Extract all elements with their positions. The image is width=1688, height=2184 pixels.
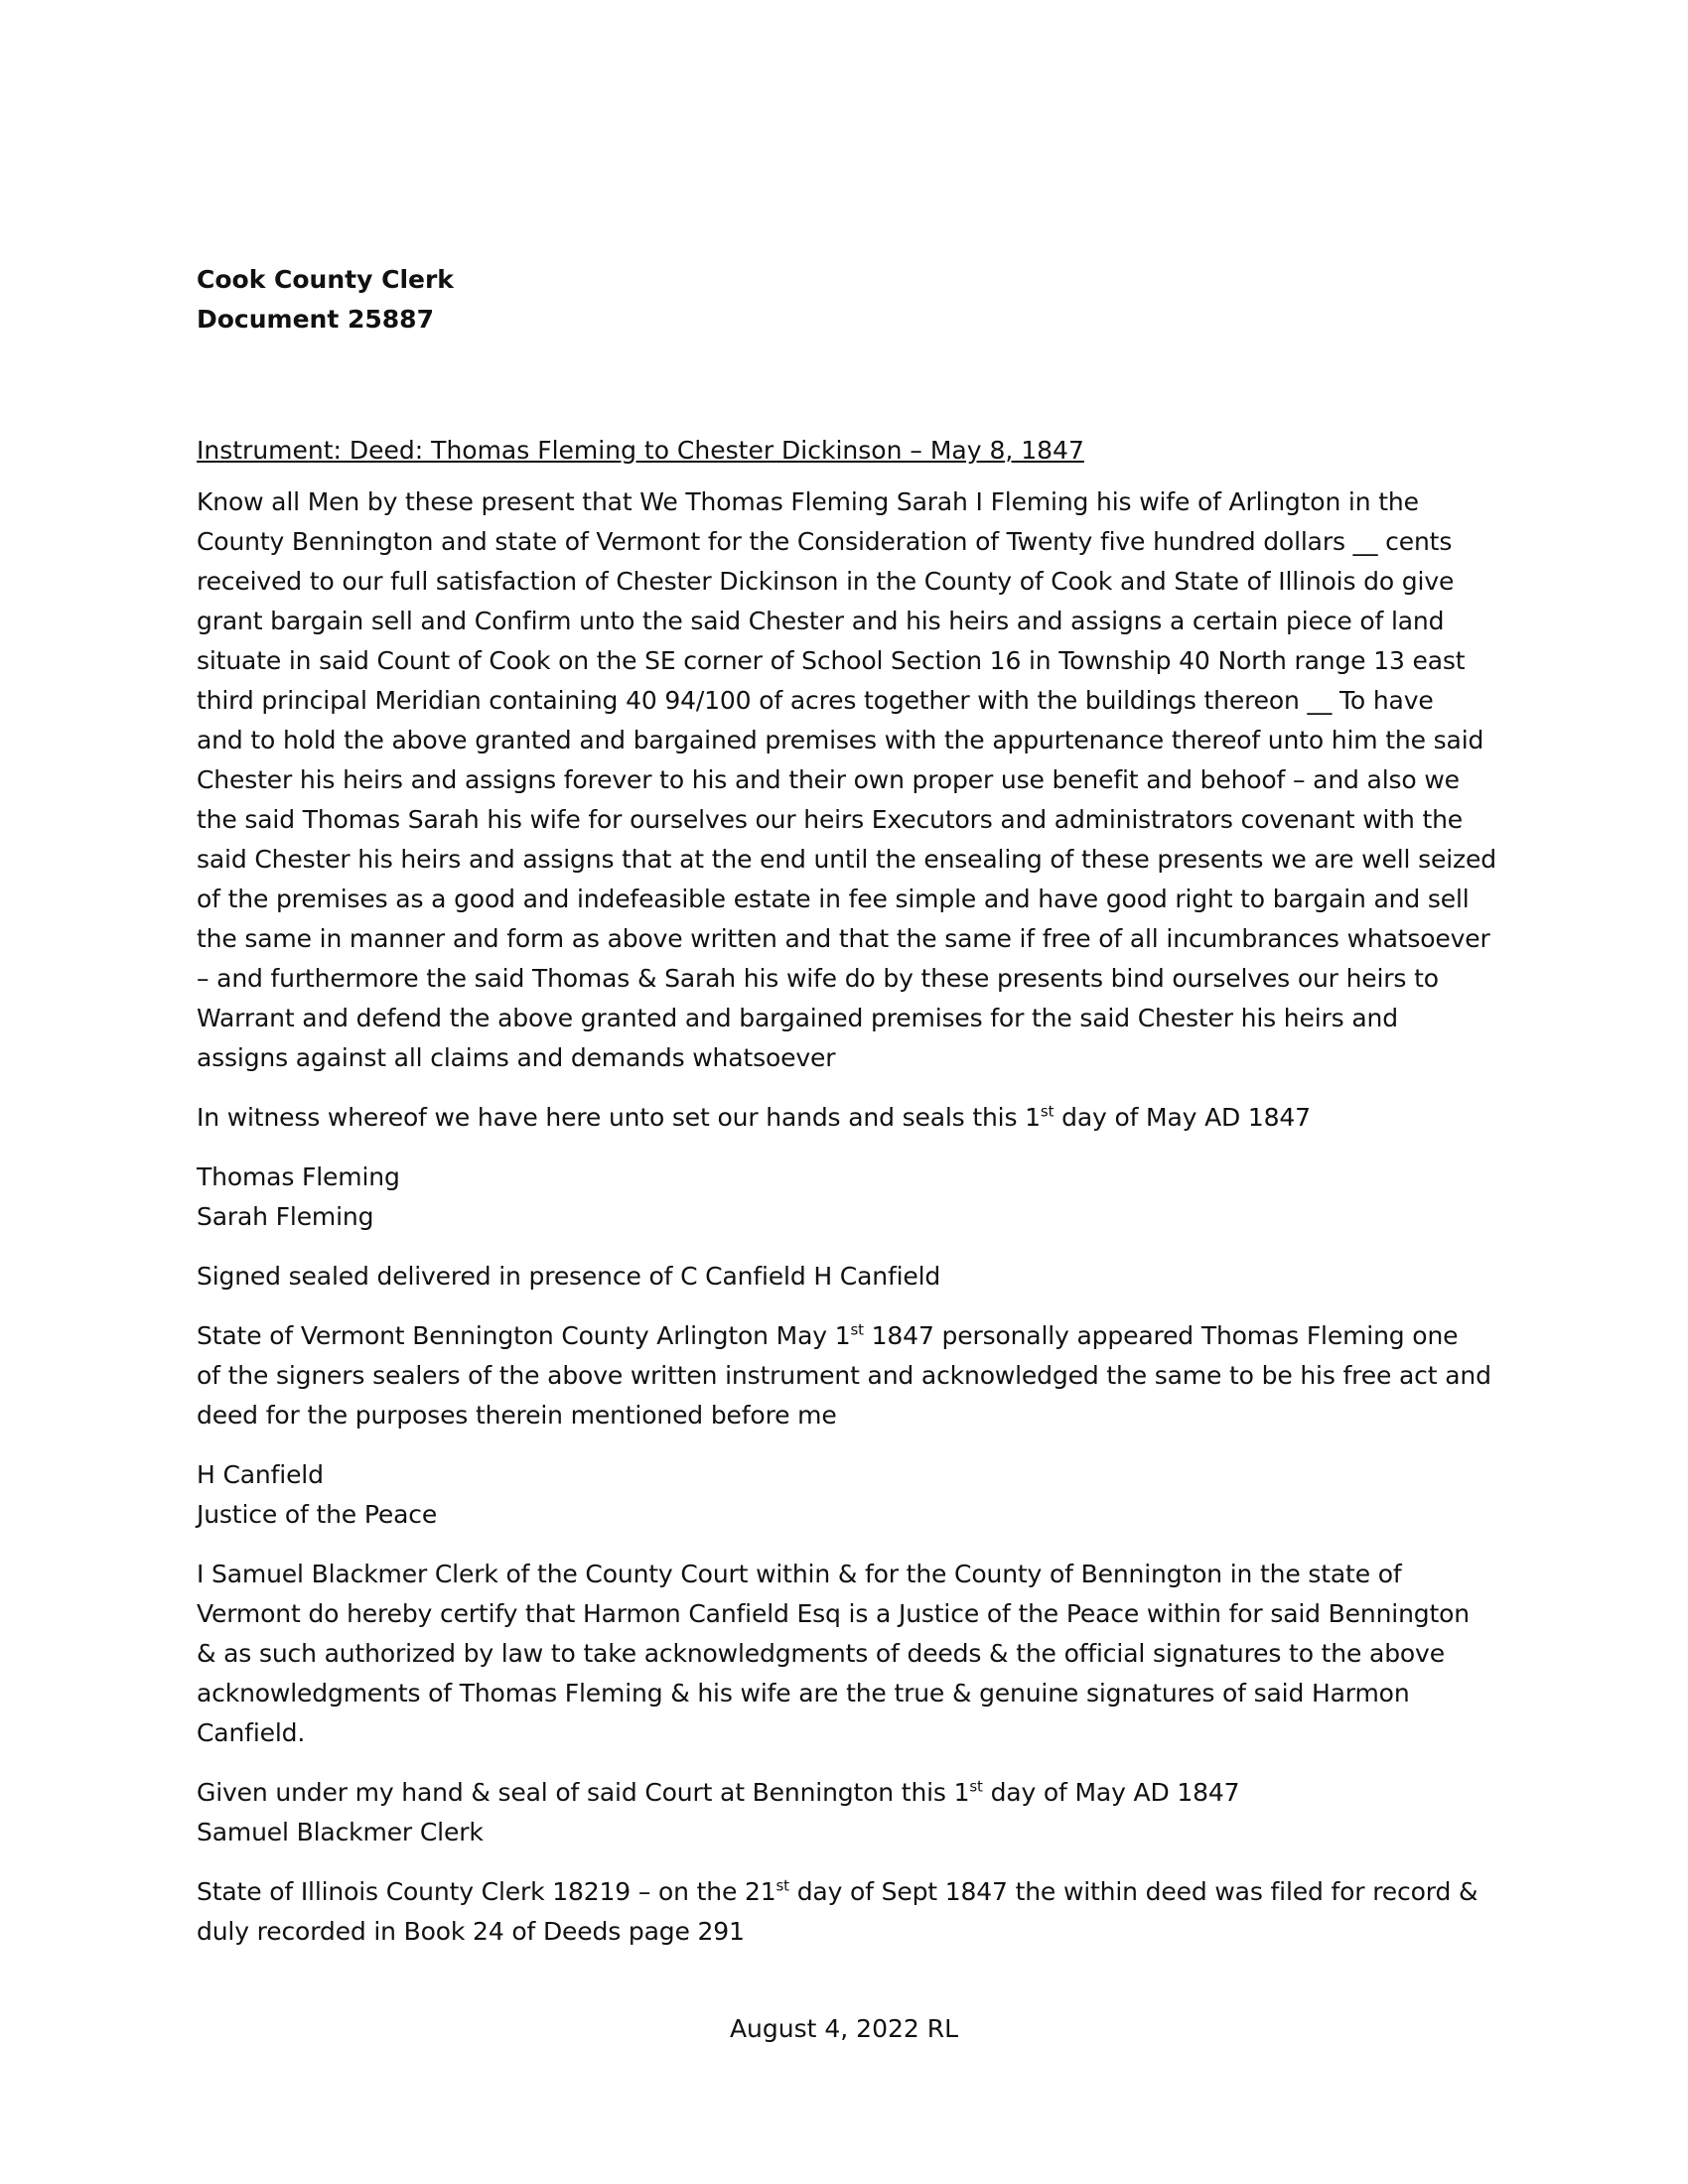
presence-line: Signed sealed delivered in presence of C Canfield H Canfield	[197, 1262, 941, 1291]
paragraph-line: of the premises as a good and indefeasible estate in fee simple and have good right to bargain and sell	[197, 885, 1470, 913]
signature-thomas: Thomas Fleming	[197, 1162, 400, 1191]
acknowledgment-text: State of Vermont Bennington County Arlington May 1	[197, 1321, 851, 1350]
acknowledgment-line	[197, 1316, 1497, 1356]
justice-title: Justice of the Peace	[197, 1500, 438, 1529]
given-text-end: day of May AD 1847	[982, 1778, 1240, 1807]
witness-text: In witness whereof we have here unto set our hands and seals this 1	[197, 1103, 1041, 1132]
given-line	[197, 1773, 1497, 1813]
justice-name: H Canfield	[197, 1460, 324, 1489]
paragraph-line: – and furthermore the said Thomas & Sarah his wife do by these presents bind ourselves our heirs to	[197, 964, 1439, 993]
given-text: Given under my hand & seal of said Court at Bennington this 1	[197, 1778, 970, 1807]
acknowledgment-text-end: 1847 personally appeared Thomas Fleming one	[863, 1321, 1459, 1350]
paragraph-line: and to hold the above granted and bargained premises with the appurtenance thereof unto him the said	[197, 726, 1484, 754]
certificate-line: acknowledgments of Thomas Fleming & his wife are the true & genuine signatures of said Harmon	[197, 1679, 1410, 1707]
instrument-title: Instrument: Deed: Thomas Fleming to Chester Dickinson – May 8, 1847	[197, 436, 1084, 465]
paragraph-line: the same in manner and form as above written and that the same if free of all incumbrances whatsoever	[197, 924, 1490, 953]
filing-line	[197, 1872, 1497, 1912]
filing-line: duly recorded in Book 24 of Deeds page 291	[197, 1917, 745, 1946]
deed-main-paragraph	[197, 482, 1497, 1078]
paragraph-line: received to our full satisfaction of Chester Dickinson in the County of Cook and State of Illinois do give	[197, 567, 1455, 596]
signatures-block	[197, 1158, 1497, 1237]
paragraph-line: situate in said Count of Cook on the SE corner of School Section 16 in Township 40 North range 13 east	[197, 646, 1466, 675]
clerk-certificate	[197, 1555, 1497, 1753]
paragraph-line: grant bargain sell and Confirm unto the said Chester and his heirs and assigns a certain piece of land	[197, 607, 1445, 635]
document-body	[197, 260, 1497, 1952]
justice-block	[197, 1455, 1497, 1535]
footer-date: August 4, 2022 RL	[729, 2014, 959, 2043]
certificate-line: Vermont do hereby certify that Harmon Canfield Esq is a Justice of the Peace within for said Bennington	[197, 1599, 1470, 1628]
ordinal-suffix: st	[775, 1876, 789, 1895]
given-under-hand	[197, 1773, 1497, 1852]
certificate-line: & as such authorized by law to take acknowledgments of deeds & the official signatures to the above	[197, 1639, 1445, 1668]
witness-statement	[197, 1098, 1497, 1138]
paragraph-line: assigns against all claims and demands whatsoever	[197, 1043, 836, 1072]
header-clerk: Cook County Clerk	[197, 265, 454, 294]
paragraph-line: Chester his heirs and assigns forever to his and their own proper use benefit and behoof – and also we	[197, 765, 1460, 794]
ordinal-suffix: st	[850, 1320, 864, 1339]
paragraph-line: Warrant and defend the above granted and bargained premises for the said Chester his heirs and	[197, 1004, 1398, 1032]
paragraph-line: Know all Men by these present that We Thomas Fleming Sarah I Fleming his wife of Arlington in the	[197, 487, 1419, 516]
clerk-signature: Samuel Blackmer Clerk	[197, 1818, 484, 1846]
presence-statement	[197, 1257, 1497, 1297]
filing-text-end: day of Sept 1847 the within deed was filed for record &	[788, 1877, 1478, 1906]
header-document-number: Document 25887	[197, 305, 434, 334]
certificate-line: I Samuel Blackmer Clerk of the County Court within & for the County of Bennington in the state of	[197, 1560, 1402, 1588]
paragraph-line: the said Thomas Sarah his wife for ourselves our heirs Executors and administrators covenant with the	[197, 805, 1464, 834]
signature-sarah: Sarah Fleming	[197, 1202, 374, 1231]
paragraph-line: third principal Meridian containing 40 94/100 of acres together with the buildings thereon __ To have	[197, 686, 1434, 715]
certificate-line: Canfield.	[197, 1718, 306, 1747]
paragraph-line: said Chester his heirs and assigns that at the end until the ensealing of these presents we are well seized	[197, 845, 1496, 874]
paragraph-line: County Bennington and state of Vermont for the Consideration of Twenty five hundred dollars __ cents	[197, 527, 1453, 556]
acknowledgment-paragraph	[197, 1316, 1497, 1435]
filing-text: State of Illinois County Clerk 18219 – on the 21	[197, 1877, 776, 1906]
acknowledgment-line: of the signers sealers of the above written instrument and acknowledged the same to be his free act and	[197, 1361, 1491, 1390]
witness-line	[197, 1098, 1497, 1138]
acknowledgment-line: deed for the purposes therein mentioned before me	[197, 1401, 837, 1430]
ordinal-suffix: st	[969, 1777, 983, 1796]
witness-text-end: day of May AD 1847	[1054, 1103, 1311, 1132]
filing-record	[197, 1872, 1497, 1952]
ordinal-suffix: st	[1040, 1102, 1055, 1121]
